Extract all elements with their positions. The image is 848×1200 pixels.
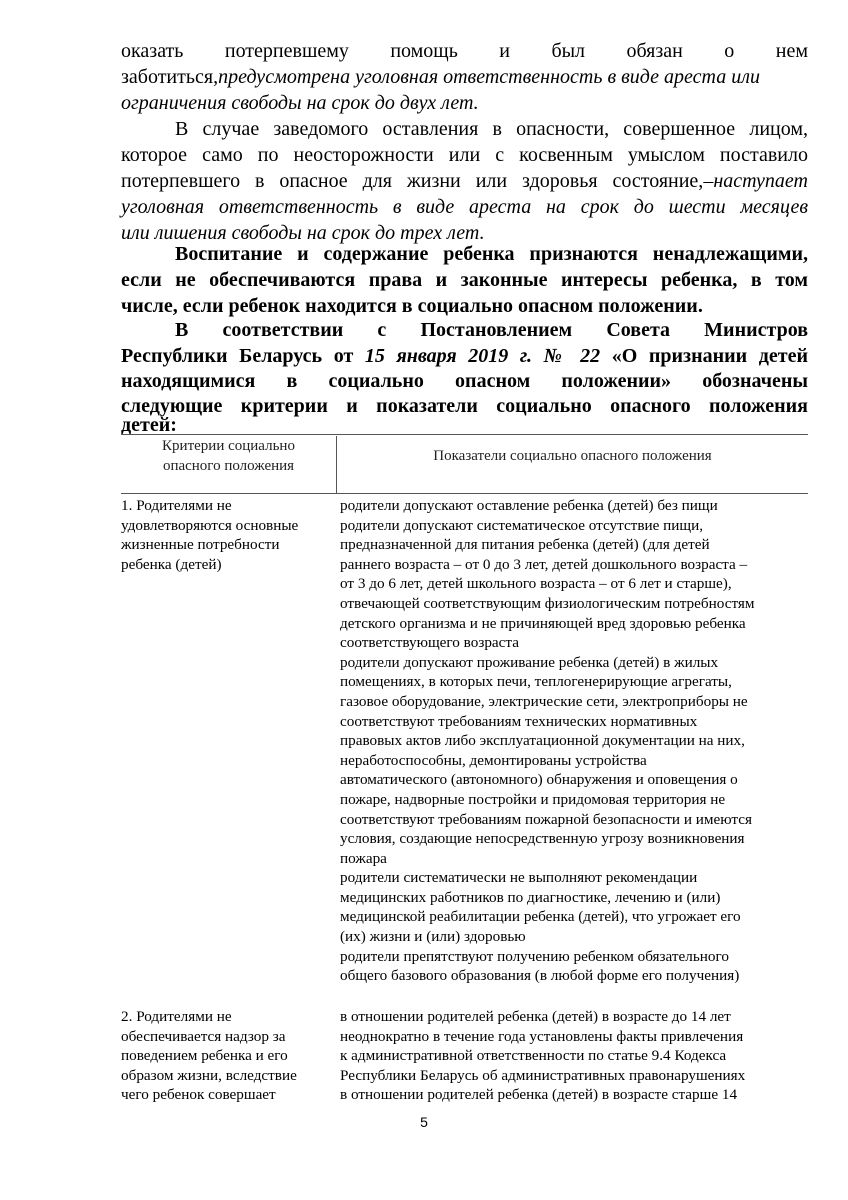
cell-line: предназначенной для питания ребенка (детей) (для детей (340, 536, 710, 554)
cell-line: соответствующего возраста (340, 634, 519, 652)
paragraph-1-line-3: ограничения свободы на срок до двух лет. (121, 92, 479, 114)
cell-line: неоднократно в течение года установлены факты привлечения (340, 1027, 744, 1045)
paragraph-4-line-3: находящимися в социально опасном положении» обозначены (121, 370, 808, 392)
header-line: опасного положения (162, 458, 295, 474)
paragraph-4-line-5: детей: (121, 414, 177, 436)
cell-line: медицинской реабилитации ребенка (детей), что угрожает его (340, 908, 741, 926)
cell-line: газовое оборудование, электрические сети, электроприборы не (340, 692, 748, 710)
cell-line: жизненные потребности (121, 536, 280, 554)
cell-line: родители допускают оставление ребенка (детей) без пищи (340, 497, 718, 514)
cell-line: Республики Беларусь об административных правонарушениях (340, 1066, 746, 1084)
table-top-rule (121, 434, 808, 435)
cell-line: родители допускают проживание ребенка (детей) в жилых (340, 653, 719, 671)
paragraph-2-line-4: уголовная ответственность в виде ареста на срок до шести месяцев (121, 196, 808, 218)
cell-line: ребенка (детей) (121, 555, 222, 573)
table-row-1-criterion (121, 496, 331, 574)
cell-line: (их) жизни и (или) здоровью (340, 928, 526, 946)
table-header-criteria (121, 436, 336, 476)
paragraph-1-line-1: оказать потерпевшему помощь и был обязан о нем (121, 40, 808, 62)
page-number: 5 (420, 1114, 428, 1130)
cell-line: в отношении родителей ребенка (детей) в возрасте старше 14 (340, 1086, 738, 1104)
paragraph-3-line-3: числе, если ребенок находится в социально опасном положении. (121, 295, 703, 317)
cell-line: поведением ребенка и его (121, 1047, 288, 1065)
cell-line: правовых актов либо эксплуатационной документации на них, (340, 732, 745, 750)
cell-line: родители препятствуют получению ребенком обязательного (340, 947, 729, 965)
cell-line: в отношении родителей ребенка (детей) в возрасте до 14 лет (340, 1008, 731, 1025)
cell-line: условия, создающие непосредственную угрозу возникновения (340, 830, 745, 848)
text-run: заботиться, (121, 66, 219, 88)
text-run: Республики Беларусь от (121, 345, 365, 367)
paragraph-1-line-2 (121, 64, 808, 90)
paragraph-3-line-2: если не обеспечиваются права и законные интересы ребенка, в том (121, 269, 808, 291)
cell-line: родители систематически не выполняют рекомендации (340, 869, 698, 887)
text-run: потерпевшего в опасное для жизни или здоровья состояние, (121, 170, 704, 192)
italic-run: –наступает (703, 170, 808, 192)
paragraph-3-line-1: Воспитание и содержание ребенка признаются ненадлежащими, (175, 243, 808, 265)
text-run: «О признании детей (600, 345, 808, 367)
italic-run: предусмотрена уголовная ответственность в виде ареста или (218, 66, 760, 88)
cell-line: от 3 до 6 лет, детей школьного возраста – от 6 лет и старше), (340, 575, 732, 593)
table-row-2-indicators (340, 1007, 808, 1105)
cell-line: неработоспособны, демонтированы устройства (340, 751, 647, 769)
cell-line: помещениях, в которых печи, теплогенерирующие агрегаты, (340, 673, 732, 691)
cell-line: отвечающей соответствующим физиологическим потребностям (340, 594, 755, 612)
cell-line: удовлетворяются основные (121, 516, 299, 534)
cell-line: раннего возраста – от 0 до 3 лет, детей дошкольного возраста – (340, 555, 748, 573)
cell-line: чего ребенок совершает (121, 1086, 276, 1104)
cell-line: к административной ответственности по статье 9.4 Кодекса (340, 1047, 727, 1065)
cell-line: детского организма и не причиняющей вред здоровью ребенка (340, 614, 746, 632)
cell-line: 2. Родителями не (121, 1008, 232, 1025)
decree-date: 15 января 2019 г. № 22 (364, 345, 601, 367)
paragraph-4-line-2 (121, 343, 808, 369)
table-header-rule (121, 493, 808, 494)
paragraph-2-line-3 (121, 168, 808, 194)
cell-line: общего базового образования (в любой форме его получения) (340, 967, 740, 985)
paragraph-2-line-2: которое само по неосторожности или с косвенным умыслом поставило (121, 144, 808, 166)
cell-line: соответствуют требованиям технических нормативных (340, 712, 698, 730)
cell-line: 1. Родителями не (121, 497, 232, 514)
table-row-1-indicators (340, 496, 808, 986)
table-row-2-criterion (121, 1007, 331, 1105)
cell-line: соответствуют требованиям пожарной безопасности и имеются (340, 810, 752, 828)
cell-line: пожара (340, 849, 387, 867)
cell-line: пожаре, надворные постройки и придомовая территория не (340, 790, 726, 808)
paragraph-2-line-5: или лишения свободы на срок до трех лет. (121, 222, 485, 244)
paragraph-4-line-1: В соответствии с Постановлением Совета Министров (175, 319, 808, 341)
cell-line: родители допускают систематическое отсутствие пищи, (340, 516, 704, 534)
cell-line: автоматического (автономного) обнаружения и оповещения о (340, 771, 738, 789)
table-header-indicators: Показатели социально опасного положения (433, 448, 712, 464)
paragraph-4-line-4: следующие критерии и показатели социально опасного положения (121, 395, 808, 417)
paragraph-2-line-1: В случае заведомого оставления в опасности, совершенное лицом, (175, 118, 808, 140)
cell-line: медицинских работников по диагностике, лечению и (или) (340, 888, 721, 906)
cell-line: образом жизни, вследствие (121, 1066, 297, 1084)
header-line: Критерии социально (162, 438, 295, 454)
cell-line: обеспечивается надзор за (121, 1027, 286, 1045)
